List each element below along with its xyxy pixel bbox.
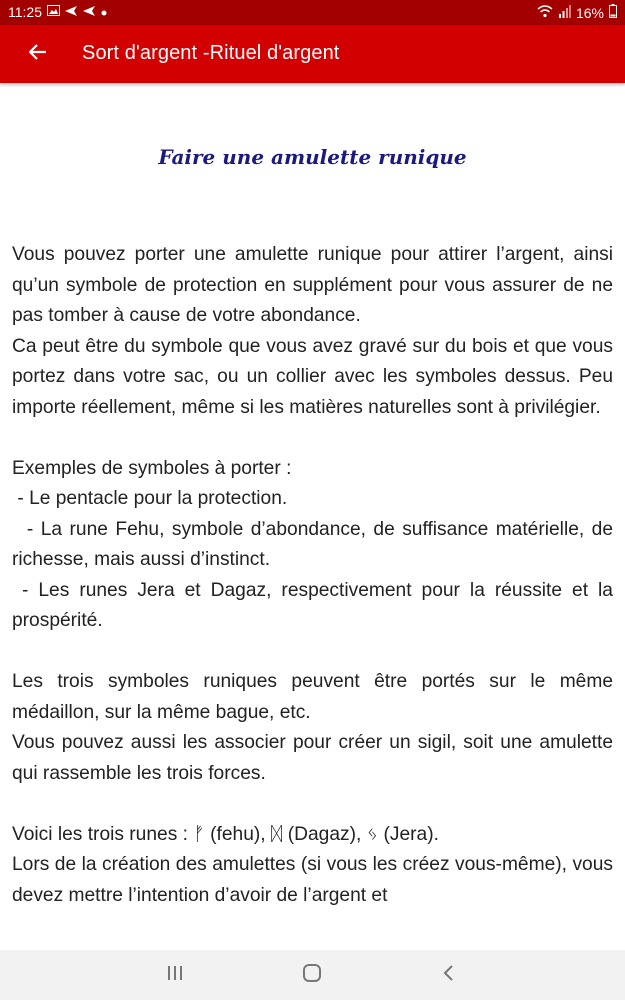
recent-apps-icon xyxy=(166,965,184,986)
dot-icon xyxy=(101,4,107,20)
paragraph: Vous pouvez aussi les associer pour créer un sigil, soit une amulette qui rassemble les trois forces. xyxy=(12,732,613,784)
list-item: - Le pentacle pour la protection. xyxy=(12,488,288,509)
list-item: - Les runes Jera et Dagaz, respectivement pour la réussite et la prospérité. xyxy=(12,579,619,631)
article-title: Faire une amulette runique xyxy=(158,145,467,169)
status-time: 11:25 xyxy=(8,4,42,20)
nav-back-button[interactable] xyxy=(418,960,478,990)
status-left xyxy=(8,4,107,20)
paragraph: Voici les trois runes : ᚠ (fehu), ᛞ (Dagaz), ᛃ (Jera). xyxy=(12,823,439,845)
battery-percent: 16% xyxy=(575,5,604,21)
send-icon xyxy=(83,4,96,20)
app-bar xyxy=(0,25,625,83)
paragraph: Exemples de symboles à porter : xyxy=(12,457,292,479)
system-nav-bar xyxy=(0,950,625,1000)
recent-apps-button[interactable] xyxy=(145,960,205,990)
send-icon xyxy=(65,4,78,20)
wifi-icon xyxy=(537,5,553,22)
arrow-left-icon xyxy=(29,44,47,65)
article-content[interactable] xyxy=(0,83,625,950)
home-button[interactable] xyxy=(282,960,342,990)
status-right xyxy=(537,4,617,22)
article-body xyxy=(12,240,619,911)
battery-icon xyxy=(609,4,617,22)
home-icon xyxy=(302,963,322,988)
app-title: Sort d'argent -Rituel d'argent xyxy=(82,42,340,64)
paragraph: Ca peut être du symbole que vous avez gravé sur du bois et que vous portez dans votre sac, ou un collier avec les symboles dessus. Peu importe réellement, même si les matières naturelles sont à privilégier. xyxy=(12,335,613,418)
paragraph: Les trois symboles runiques peuvent être portés sur le même médaillon, sur la même bague, etc. xyxy=(12,671,613,723)
paragraph: Vous pouvez porter une amulette runique pour attirer l’argent, ainsi qu’un symbole de protection en supplément pour vous assurer de ne pas tomber à cause de votre abondance. xyxy=(12,244,613,326)
back-button[interactable] xyxy=(18,34,58,74)
back-icon xyxy=(442,964,454,987)
list-item: - La rune Fehu, symbole d’abondance, de suffisance matérielle, de richesse, mais aussi d’instinct. xyxy=(12,518,619,570)
status-bar xyxy=(0,0,625,25)
signal-icon xyxy=(558,5,571,22)
paragraph: Lors de la création des amulettes (si vous les créez vous-même), vous devez mettre l’intention d’avoir de l’argent et xyxy=(12,854,613,906)
image-icon xyxy=(47,4,60,20)
